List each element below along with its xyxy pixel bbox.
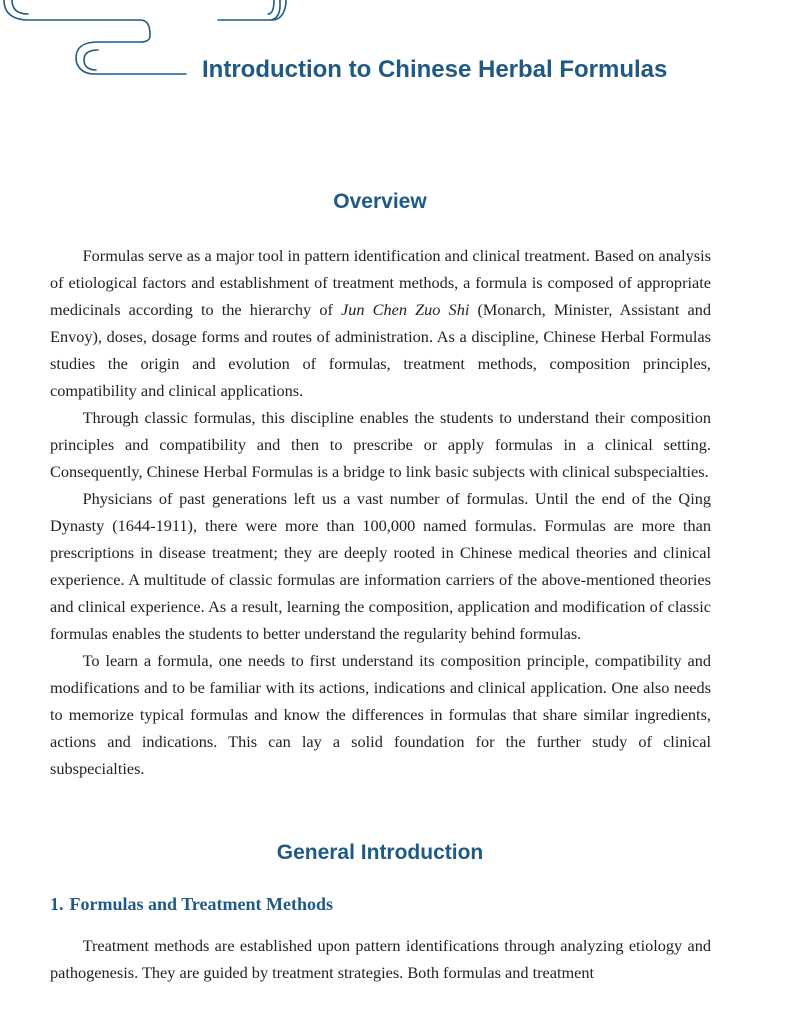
overview-paragraph-2: Through classic formulas, this discipline enables the students to understand their composition principles and compatibility and then to prescribe or apply formulas in a clinical setting. Consequently, Chinese Herbal Formulas is a bridge to link basic subjects with clinical subspecialties.: [50, 408, 711, 481]
section-1-body: [50, 932, 711, 986]
overview-heading: Overview: [333, 190, 427, 213]
chapter-title: Introduction to Chinese Herbal Formulas: [202, 56, 668, 83]
overview-body: [50, 242, 711, 782]
overview-paragraph-1: [50, 242, 711, 404]
section-1-paragraph-1: Treatment methods are established upon pattern identifications through analyzing etiology and pathogenesis. They are guided by treatment strategies. Both formulas and treatment: [50, 936, 711, 982]
overview-paragraph-4: To learn a formula, one needs to first understand its composition principle, compatibility and modifications and to be familiar with its actions, indications and clinical application. One also needs to memorize typical formulas and know the differences in formulas that share similar ingredients, actions and indications. This can lay a solid foundation for the further study of clinical subspecialties.: [50, 651, 711, 778]
section-1-number: 1.: [50, 894, 64, 914]
overview-p1-text-a: Formulas serve as a major tool in pattern identification and clinical treatment. Based on analysis of etiological factors and establishment of treatment methods, a formula is composed of appropriate medicinals according to the hierarchy of: [50, 246, 711, 319]
general-introduction-heading: General Introduction: [276, 841, 484, 864]
overview-p1-text-b: (Monarch, Minister, Assistant and Envoy), doses, dosage forms and routes of administration. As a discipline, Chinese Herbal Formulas studies the origin and evolution of formulas, treatment methods, composition principles, compatibility and clinical applications.: [50, 300, 712, 400]
overview-paragraph-3: Physicians of past generations left us a vast number of formulas. Until the end of the Qing Dynasty (1644-1911), there were more than 100,000 named formulas. Formulas are more than prescriptions in disease treatment; they are deeply rooted in Chinese medical theories and clinical experience. A multitude of classic formulas are information carriers of the above-mentioned theories and clinical experience. As a result, learning the composition, application and modification of classic formulas enables the students to better understand the regularity behind formulas.: [50, 489, 711, 643]
section-1-heading: [50, 894, 339, 915]
section-1-title: Formulas and Treatment Methods: [69, 894, 333, 914]
jun-chen-zuo-shi-term: Jun Chen Zuo Shi: [341, 300, 470, 319]
